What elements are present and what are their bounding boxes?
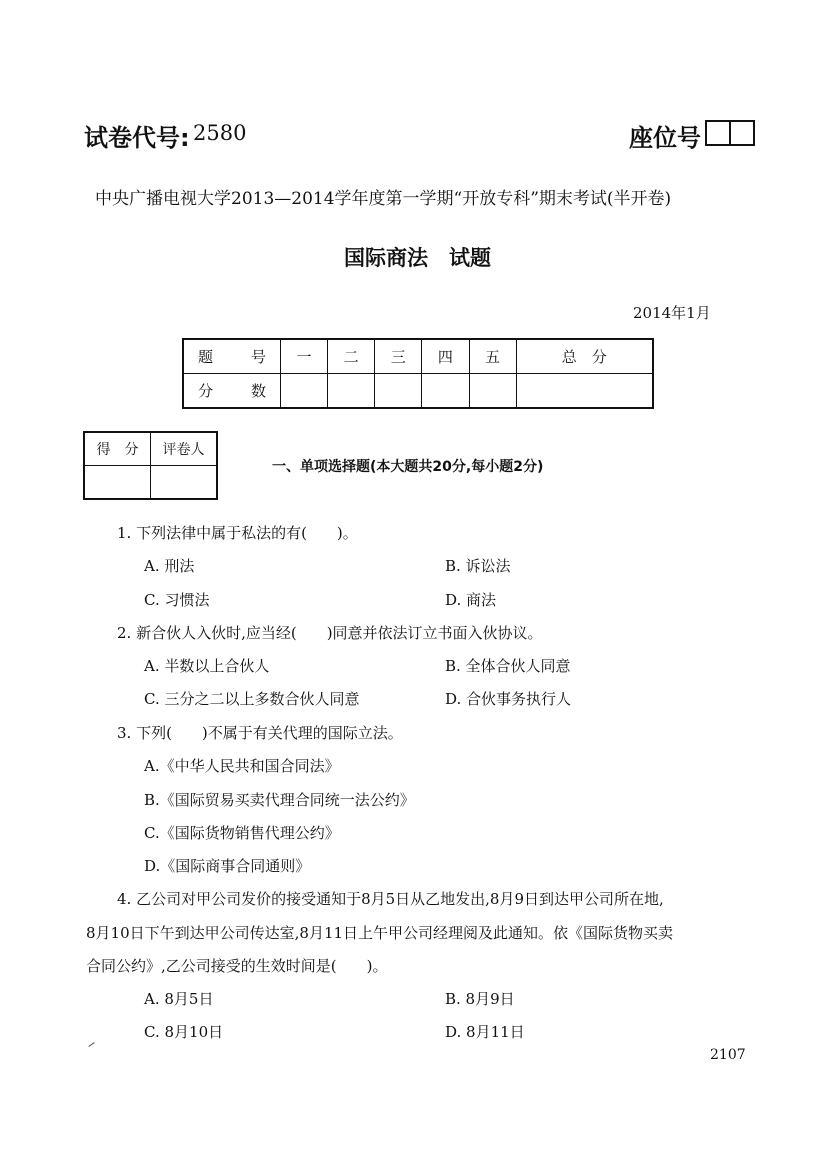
grader-name-cell — [151, 466, 218, 500]
question-1-text: 1. 下列法律中属于私法的有( )。 — [117, 524, 358, 542]
page-number: 2107 — [710, 1047, 746, 1063]
question-3-option-c: C.《国际货物销售代理公约》 — [144, 824, 340, 842]
paper-code-value: 2580 — [193, 121, 247, 145]
section-title: 一、单项选择题(本大题共20分,每小题2分) — [272, 459, 544, 475]
score-cell — [422, 374, 469, 409]
seat-number-boxes — [705, 120, 755, 146]
seat-box — [707, 122, 729, 144]
question-4-option-d: D. 8月11日 — [445, 1023, 525, 1041]
question-3-text: 3. 下列( )不属于有关代理的国际立法。 — [117, 724, 403, 742]
question-2-text: 2. 新合伙人入伙时,应当经( )同意并依法订立书面入伙协议。 — [117, 624, 543, 642]
score-table-score-row — [183, 374, 653, 409]
question-1-option-b: B. 诉讼法 — [445, 557, 511, 575]
score-column-header: 一 — [281, 339, 328, 374]
grader-score-label: 得 分 — [84, 432, 151, 466]
score-column-header: 总 分 — [516, 339, 653, 374]
exam-header: 中央广播电视大学2013—2014学年度第一学期“开放专科”期末考试(半开卷) — [95, 189, 672, 209]
seat-box — [729, 122, 753, 144]
question-3-option-a: A.《中华人民共和国合同法》 — [144, 757, 340, 775]
score-column-header: 五 — [469, 339, 516, 374]
exam-date: 2014年1月 — [633, 304, 711, 322]
score-table-header-row — [183, 339, 653, 374]
grader-table — [83, 431, 218, 500]
grader-name-label: 评卷人 — [151, 432, 218, 466]
question-1-option-a: A. 刑法 — [144, 557, 195, 575]
question-4-text-line: 4. 乙公司对甲公司发价的接受通知于8月5日从乙地发出,8月9日到达甲公司所在地, — [117, 890, 664, 908]
question-2-option-a: A. 半数以上合伙人 — [144, 657, 270, 675]
question-2-option-b: B. 全体合伙人同意 — [445, 657, 571, 675]
score-column-header: 二 — [328, 339, 375, 374]
score-cell — [375, 374, 422, 409]
question-2-option-d: D. 合伙事务执行人 — [445, 690, 572, 708]
score-table — [182, 338, 654, 409]
question-4-option-c: C. 8月10日 — [144, 1023, 224, 1041]
score-column-header: 三 — [375, 339, 422, 374]
score-cell — [281, 374, 328, 409]
score-cell — [469, 374, 516, 409]
question-3-option-b: B.《国际贸易买卖代理合同统一法公约》 — [144, 791, 415, 809]
seat-number-label: 座位号 — [629, 124, 701, 152]
question-3-option-d: D.《国际商事合同通则》 — [144, 857, 311, 875]
exam-title: 国际商法 试题 — [344, 246, 491, 270]
pen-mark — [88, 1042, 94, 1047]
question-1-option-d: D. 商法 — [445, 591, 497, 609]
question-4-option-b: B. 8月9日 — [445, 990, 515, 1008]
grader-score-cell — [84, 466, 151, 500]
question-4-text-line: 8月10日下午到达甲公司传达室,8月11日上午甲公司经理阅及此通知。依《国际货物买卖 — [86, 924, 674, 942]
question-4-option-a: A. 8月5日 — [144, 990, 214, 1008]
score-label: 分 数 — [183, 374, 281, 409]
question-number-label: 题 号 — [183, 339, 281, 374]
question-2-option-c: C. 三分之二以上多数合伙人同意 — [144, 690, 360, 708]
question-1-option-c: C. 习惯法 — [144, 591, 210, 609]
score-cell — [516, 374, 653, 409]
score-column-header: 四 — [422, 339, 469, 374]
question-4-text-line: 合同公约》,乙公司接受的生效时间是( )。 — [86, 957, 388, 975]
score-cell — [328, 374, 375, 409]
paper-code-label: 试卷代号: — [84, 124, 190, 152]
